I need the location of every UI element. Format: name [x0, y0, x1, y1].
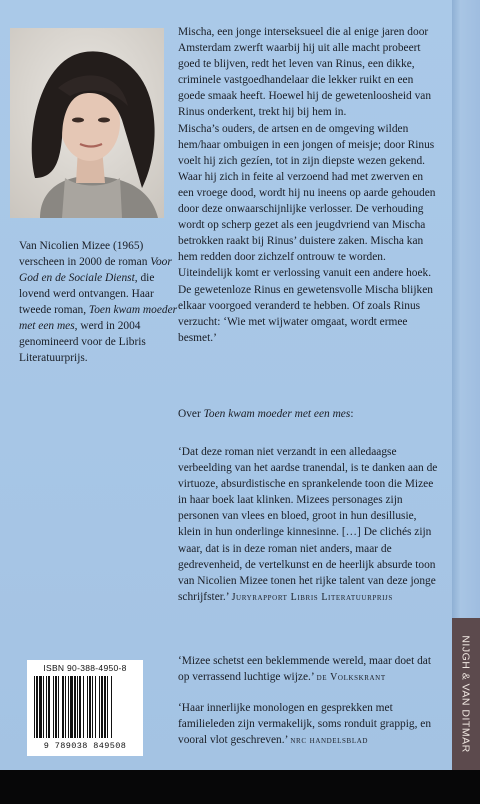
bio-second-novel-title: Toen kwam moeder met een mes	[19, 304, 178, 332]
review-quote-nrc	[178, 700, 440, 749]
isbn-label: ISBN 90-388-4950-8	[43, 663, 127, 673]
author-portrait-image	[10, 28, 164, 218]
review-source: Juryrapport Libris Literatuurprijs	[231, 591, 393, 603]
bio-first-novel-title: Voor God en de Sociale Dienst	[19, 256, 172, 284]
review-text: ‘Mizee schetst een beklemmende wereld, maar doet dat op verrassend luchtige wijze.’	[178, 655, 432, 684]
summary-paragraph-1: Mischa, een jonge interseksueel die al enige jaren door Amsterdam zwerft waarbij hij uit alle macht probeert goed te blijven, redt het leven van Rinus, een dikke, criminele vastgoedhandelaar die lekker ruikt en een goede smaak heeft. Hoewel hij de gewetenloosheid van Rinus onderkent, trekt hij bij hem in.	[178, 26, 432, 119]
barcode-digits: 9 789038 849508	[43, 741, 127, 751]
spine-publisher-name: NIJGH & VAN DITMAR	[460, 635, 472, 753]
reviews-heading-prefix: Over	[178, 408, 204, 420]
bio-text-3: , werd in 2004 genomineerd voor de Libris Literatuurprijs.	[19, 320, 146, 364]
barcode-bars	[34, 676, 136, 738]
review-text: ‘Haar innerlijke monologen en gesprekken met familieleden zijn vermakelijk, soms ronduit grappig, en vooral vlot geschreven.’	[178, 702, 432, 747]
review-text: ‘Dat deze roman niet verzandt in een alledaagse verbeelding van het aardse tranendal, is te danken aan de virtuoze, absurdistische en sprankelende toon die Mizee in haar boek laat klinken. Mizees personages zijn personen van vlees en bloed, groot in hun desillusie, klein in hun onderlinge kinnesinne. […] De clichés zijn waar, dat is in deze roman niet anders, maar de gedrevenheid, de vertelkunst en de heerlijk absurde toon van Nicolien Mizee tonen het rijke talent van deze jonge schrijfster.’	[178, 446, 438, 603]
spine-publisher-label	[452, 618, 480, 770]
review-source: de Volkskrant	[316, 672, 386, 684]
summary-paragraph-2: Mischa’s ouders, de artsen en de omgeving wilden hem/haar ombuigen in een jongen of meisje; door Rinus voelt hij zich gezíen, tot in zijn diepste wezen gekend. Waar hij zich in feite al verzoend had met zwerven en een vroege dood, wordt hij nu ineens op aarde gehouden door deze onwaarschijnlijke verlosser. De verhouding wordt op scherp gezet als een jeugdvriend van Mischa betrokken raakt bij Rinus’ duistere zaken. Mischa kan hem redden door zichzelf ontrouw te worden. Uiteindelijk komt er verlossing vanuit een andere hoek. De gewetenloze Rinus en gewetensvolle Mischa blijken elkaar voorgoed veranderd te hebben. Of zoals Rinus verzucht: ‘Wie met wijwater omgaat, wordt ermee besmet.’	[178, 122, 436, 344]
reviews-heading-suffix: :	[350, 408, 354, 420]
book-summary	[178, 24, 440, 346]
review-quote-jury	[178, 444, 440, 606]
author-photo	[10, 28, 164, 218]
review-source: nrc handelsblad	[290, 735, 369, 747]
reviews-heading-title: Toen kwam moeder met een mes	[203, 408, 351, 420]
reviews-heading	[178, 408, 440, 420]
bio-text-2: , die lovend werd ontvangen. Haar tweede roman,	[19, 272, 155, 316]
review-quote-volkskrant	[178, 653, 440, 686]
bio-text-1: Van Nicolien Mizee (1965) verscheen in 2000 de roman	[19, 240, 151, 268]
author-bio	[19, 238, 179, 366]
isbn-barcode	[27, 660, 143, 756]
background-edge	[0, 770, 480, 804]
